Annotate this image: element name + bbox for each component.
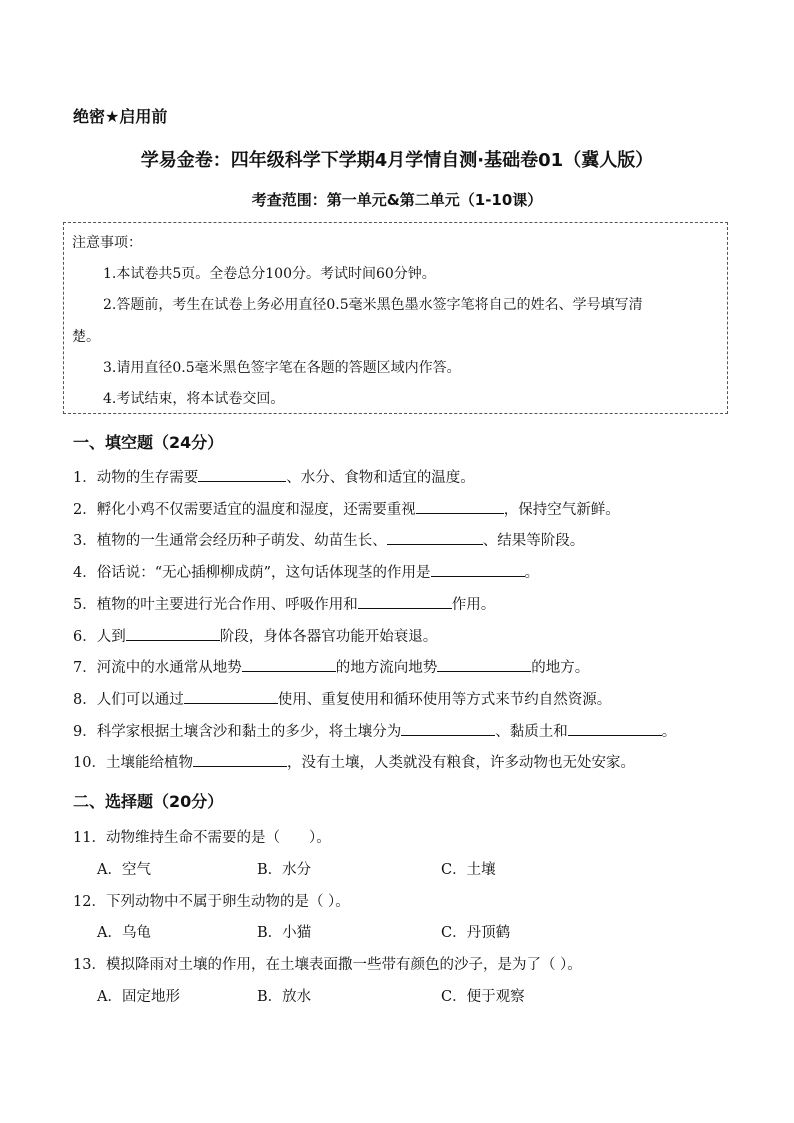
- question-7: [73, 656, 589, 677]
- notice-item-1: 1.本试卷共5页。全卷总分100分。考试时间60分钟。: [103, 266, 436, 282]
- option-c[interactable]: C．丹顶鹤: [441, 925, 511, 941]
- question-9-text-end: 。: [661, 724, 677, 740]
- question-3-text-end: 、结果等阶段。: [482, 533, 585, 549]
- notice-heading: 注意事项：: [72, 235, 142, 251]
- question-3-text: 3．植物的一生通常会经历种子萌发、幼苗生长、: [73, 533, 387, 549]
- question-5: [73, 593, 495, 614]
- question-12: 12．下列动物中不属于卵生动物的是（ ）。: [73, 894, 350, 910]
- question-2-text: 2．孵化小鸡不仅需要适宜的温度和湿度，还需要重视: [73, 502, 416, 518]
- question-7-text-end: 的地方。: [531, 660, 590, 676]
- question-2: [73, 498, 620, 519]
- question-6-text: 6．人到: [73, 629, 126, 645]
- question-10-text-end: ，没有土壤，人类就没有粮食，许多动物也无处安家。: [286, 755, 635, 771]
- question-4-text: 4．俗话说：“无心插柳柳成荫”，这句话体现茎的作用是: [73, 565, 431, 581]
- question-9: [73, 720, 676, 741]
- answer-blank[interactable]: [126, 626, 220, 641]
- answer-blank[interactable]: [431, 562, 525, 577]
- question-10-text: 10．土壤能给植物: [73, 755, 193, 771]
- question-4-text-end: 。: [524, 565, 540, 581]
- option-a[interactable]: A．空气: [97, 862, 151, 878]
- question-11: 11．动物维持生命不需要的是（ ）。: [73, 830, 331, 846]
- question-8-text: 8．人们可以通过: [73, 692, 184, 708]
- question-9-text: 9．科学家根据土壤含沙和黏土的多少，将土壤分为: [73, 724, 402, 740]
- question-4: [73, 561, 539, 582]
- question-10: [73, 751, 635, 772]
- answer-blank[interactable]: [401, 721, 495, 736]
- answer-blank[interactable]: [568, 721, 662, 736]
- question-5-text: 5．植物的叶主要进行光合作用、呼吸作用和: [73, 597, 358, 613]
- answer-blank[interactable]: [387, 530, 483, 545]
- question-13: 13．模拟降雨对土壤的作用，在土壤表面撒一些带有颜色的沙子，是为了（ ）。: [73, 957, 582, 973]
- notice-item-3: 3.请用直径0.5毫米黑色签字笔在各题的答题区域内作答。: [103, 360, 461, 376]
- question-6: [73, 625, 437, 646]
- option-c[interactable]: C．便于观察: [441, 989, 525, 1005]
- question-5-text-end: 作用。: [451, 597, 496, 613]
- question-7-text: 7．河流中的水通常从地势: [73, 660, 242, 676]
- option-b[interactable]: B．小猫: [257, 925, 312, 941]
- question-1: [73, 466, 475, 487]
- question-3: [73, 529, 584, 550]
- notice-box: [63, 222, 728, 414]
- question-2-text-end: ，保持空气新鲜。: [503, 502, 620, 518]
- question-7-text-mid: 的地方流向地势: [335, 660, 438, 676]
- answer-blank[interactable]: [184, 689, 278, 704]
- option-c[interactable]: C．土壤: [441, 862, 496, 878]
- answer-blank[interactable]: [416, 499, 504, 514]
- answer-blank[interactable]: [437, 657, 531, 672]
- answer-blank[interactable]: [242, 657, 336, 672]
- exam-title: 学易金卷：四年级科学下学期4月学情自测·基础卷01（冀人版）: [140, 150, 654, 171]
- section-choice-title: 二、选择题（20分）: [73, 792, 224, 811]
- option-a[interactable]: A．固定地形: [97, 989, 180, 1005]
- question-6-text-end: 阶段，身体各器官功能开始衰退。: [219, 629, 438, 645]
- question-8-text-end: 使用、重复使用和循环使用等方式来节约自然资源。: [277, 692, 612, 708]
- notice-item-2: 2.答题前，考生在试卷上务必用直径0.5毫米黑色墨水签字笔将自己的姓名、学号填写清: [103, 297, 643, 313]
- notice-item-2-cont: 楚。: [72, 329, 100, 345]
- notice-item-4: 4.考试结束，将本试卷交回。: [103, 391, 285, 407]
- question-9-text-mid: 、黏质土和: [495, 724, 568, 740]
- confidential-label: 绝密★启用前: [73, 107, 168, 126]
- question-8: [73, 688, 611, 709]
- option-b[interactable]: B．水分: [257, 862, 312, 878]
- section-fill-in-title: 一、填空题（24分）: [73, 433, 224, 452]
- answer-blank[interactable]: [358, 594, 452, 609]
- question-1-text: 1．动物的生存需要: [73, 470, 199, 486]
- exam-scope: 考查范围：第一单元&第二单元（1-10课）: [251, 191, 543, 209]
- question-1-text-end: 、水分、食物和适宜的温度。: [286, 470, 475, 486]
- answer-blank[interactable]: [198, 467, 286, 482]
- option-a[interactable]: A．乌龟: [97, 925, 151, 941]
- option-b[interactable]: B．放水: [257, 989, 312, 1005]
- answer-blank[interactable]: [193, 752, 287, 767]
